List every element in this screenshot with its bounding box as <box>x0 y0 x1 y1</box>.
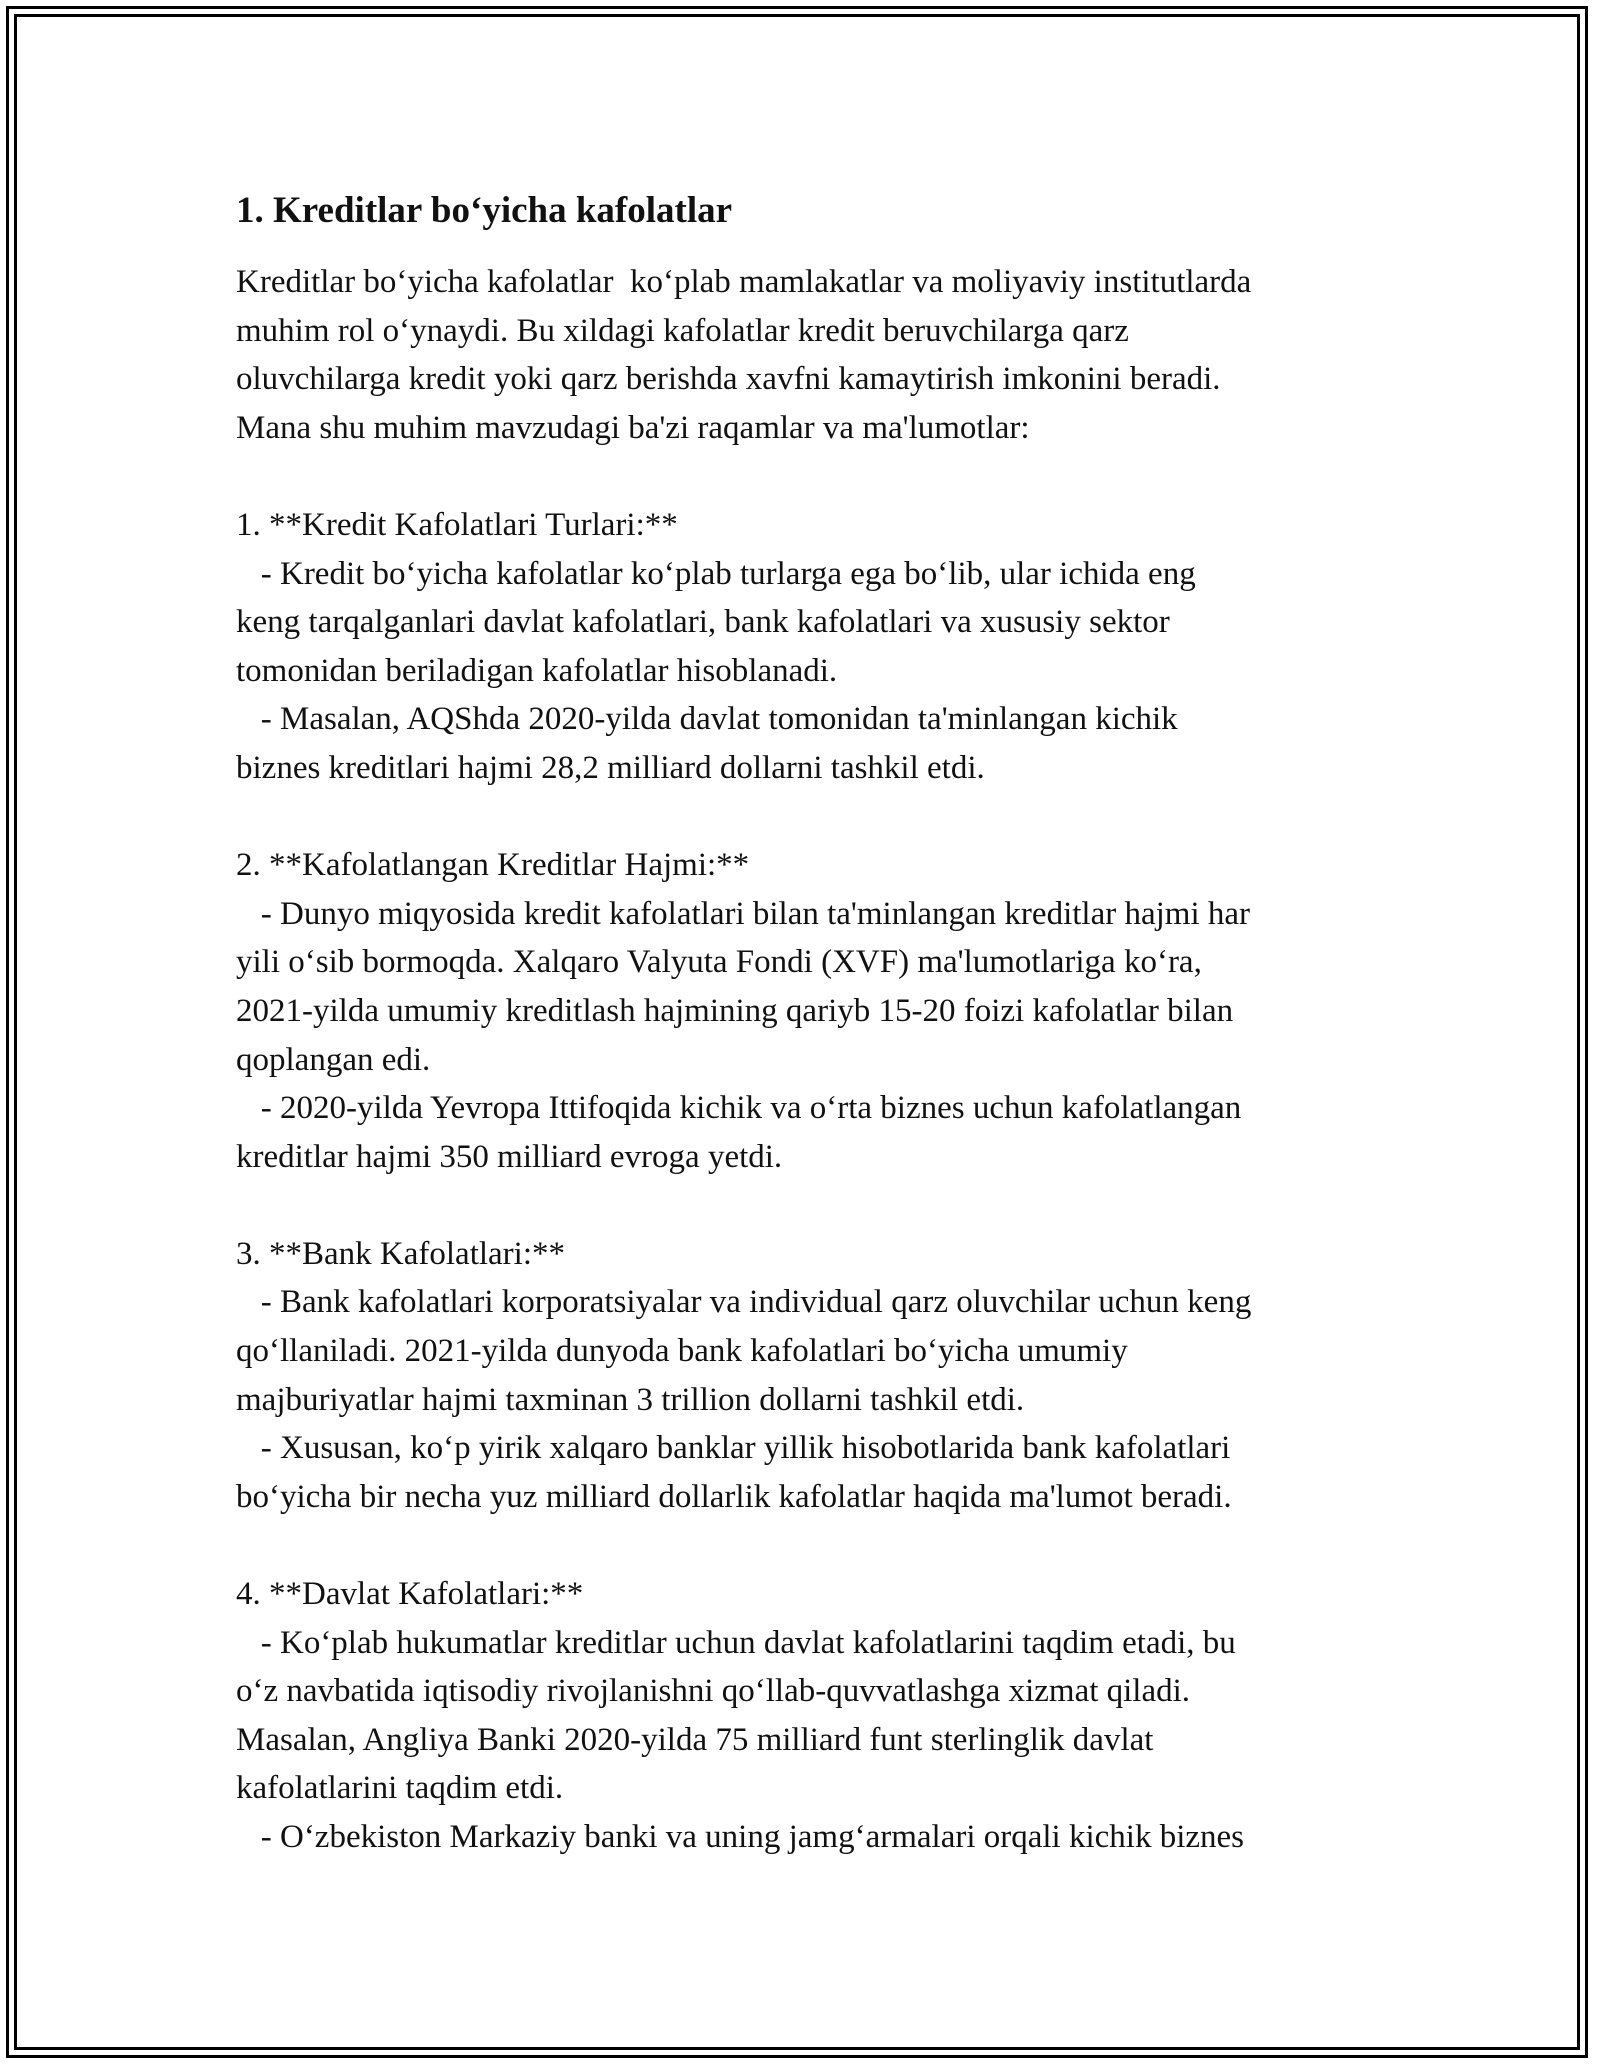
text-line: 2021-yilda umumiy kreditlash hajmining qariyb 15-20 foizi kafolatlar bilan <box>236 992 1234 1029</box>
text-line: qoplangan edi. <box>236 1041 431 1078</box>
text-line: - Xususan, ko‘p yirik xalqaro banklar yillik hisobotlarida bank kafolatlari <box>236 1430 1231 1467</box>
text-line: biznes kreditlari hajmi 28,2 milliard dollarni tashkil etdi. <box>236 749 985 786</box>
text-line: 2. **Kafolatlangan Kreditlar Hajmi:** <box>236 847 750 884</box>
text-line: Masalan, Angliya Banki 2020-yilda 75 milliard funt sterlinglik davlat <box>236 1721 1154 1758</box>
text-line: keng tarqalganlari davlat kafolatlari, bank kafolatlari va xususiy sektor <box>236 604 1170 641</box>
text-line: 1. **Kredit Kafolatlari Turlari:** <box>236 506 678 543</box>
text-line: kafolatlarini taqdim etdi. <box>236 1770 564 1807</box>
text-line: - Dunyo miqyosida kredit kafolatlari bilan ta'minlangan kreditlar hajmi har <box>236 895 1250 932</box>
text-line: tomonidan beriladigan kafolatlar hisoblanadi. <box>236 652 838 689</box>
text-line: oluvchilarga kredit yoki qarz berishda xavfni kamaytirish imkonini beradi. <box>236 361 1221 398</box>
text-line: kreditlar hajmi 350 milliard evroga yetdi. <box>236 1138 783 1175</box>
blank-line <box>236 1181 1376 1230</box>
text-line: 3. **Bank Kafolatlari:** <box>236 1235 566 1272</box>
text-line: - Ko‘plab hukumatlar kreditlar uchun davlat kafolatlarini taqdim etadi, bu <box>236 1624 1236 1661</box>
text-line: - Kredit bo‘yicha kafolatlar ko‘plab turlarga ega bo‘lib, ular ichida eng <box>236 555 1196 592</box>
text-line: majburiyatlar hajmi taxminan 3 trillion dollarni tashkil etdi. <box>236 1381 1025 1418</box>
blank-line <box>236 452 1376 501</box>
text-line: bo‘yicha bir necha yuz milliard dollarlik kafolatlar haqida ma'lumot beradi. <box>236 1478 1232 1515</box>
text-line: yili o‘sib bormoqda. Xalqaro Valyuta Fondi (XVF) ma'lumotlariga ko‘ra, <box>236 944 1202 981</box>
text-line: - 2020-yilda Yevropa Ittifoqida kichik va o‘rta biznes uchun kafolatlangan <box>236 1090 1242 1127</box>
text-line: 4. **Davlat Kafolatlari:** <box>236 1576 584 1613</box>
text-line: - Bank kafolatlari korporatsiyalar va individual qarz oluvchilar uchun keng <box>236 1284 1252 1321</box>
text-line: Kreditlar bo‘yicha kafolatlar ko‘plab mamlakatlar va moliyaviy institutlarda <box>236 264 1252 300</box>
document-text <box>236 258 1376 1862</box>
blank-line <box>236 793 1376 842</box>
text-line: muhim rol o‘ynaydi. Bu xildagi kafolatlar kredit beruvchilarga qarz <box>236 312 1129 349</box>
text-line: - O‘zbekiston Markaziy banki va uning jamg‘armalari orqali kichik biznes <box>236 1819 1245 1855</box>
text-line: qo‘llaniladi. 2021-yilda dunyoda bank kafolatlari bo‘yicha umumiy <box>236 1333 1128 1370</box>
blank-line <box>236 1521 1376 1570</box>
text-line: Mana shu muhim mavzudagi ba'zi raqamlar va ma'lumotlar: <box>236 409 1030 446</box>
document-body <box>236 186 1376 1862</box>
text-line: o‘z navbatida iqtisodiy rivojlanishni qo‘llab-quvvatlashga xizmat qiladi. <box>236 1673 1191 1710</box>
document-title: 1. Kreditlar bo‘yicha kafolatlar <box>236 190 733 231</box>
text-line: - Masalan, AQShda 2020-yilda davlat tomonidan ta'minlangan kichik <box>236 701 1178 738</box>
